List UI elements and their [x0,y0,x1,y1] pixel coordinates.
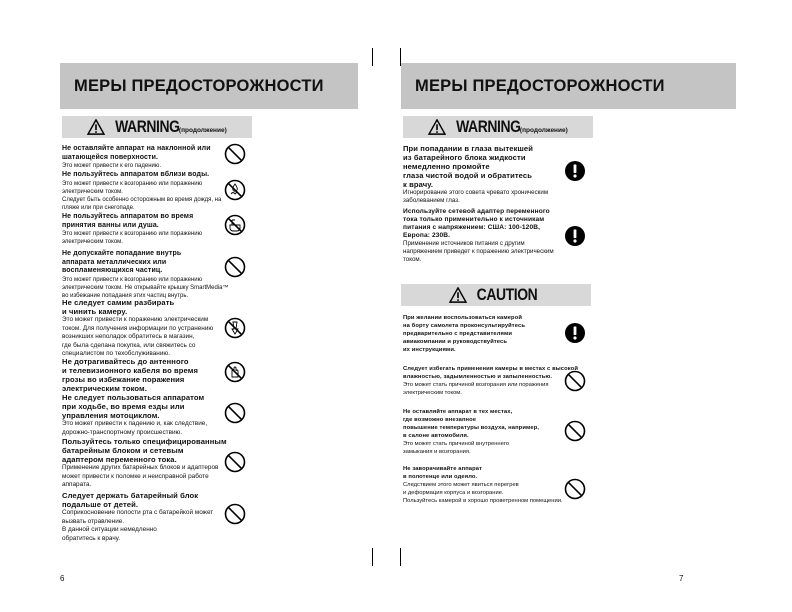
page-title: МЕРЫ ПРЕДОСТОРОЖНОСТИ [60,63,358,109]
no-disassembly-icon [224,317,246,339]
warning-banner [62,116,252,138]
prohibited-icon [224,256,246,278]
warning-banner [403,116,593,138]
crop-mark [372,48,373,66]
list-item [62,213,227,246]
no-touch-icon [224,361,246,383]
item-heading: Используйте сетевой адаптер переменного тока только применительно к источникам питания с напряжением: США: 100-120В, Европа: 230В. [403,208,550,239]
item-heading: Не следует самим разбирать и чинить камеру. [62,298,175,316]
list-item [403,408,578,456]
item-heading: Следует держать батарейный блок подальше от детей. [62,491,199,509]
prohibited-icon [224,402,246,424]
item-heading: Пользуйтесь только специфицированным батарейным блоком и сетевым адаптером переменного тока. [62,437,227,464]
list-item [62,393,237,437]
warning-triangle-icon [87,119,105,135]
item-heading: Не оставляйте аппарат на наклонной или шатающейся поверхности. [62,145,211,161]
caution-banner [401,284,591,306]
list-item [403,208,578,264]
item-body: Применение других батарейных блоков и адаптеров может привести к поломке и неисправной работе аппарата. [62,464,219,488]
prohibited-icon [224,143,246,165]
item-body: Это может стать причиной возгорания или поражения электрическим током. [403,382,549,396]
item-heading: Не следует пользоваться аппаратом при ходьбе, во время езды или управления мотоциклом. [62,393,205,420]
item-heading: Следует избегать применения камеры в местах с высокой влажностью, задымленностью и запыленностью. [403,366,578,380]
crop-mark [400,48,401,66]
list-item [403,144,573,205]
list-item [62,357,237,393]
crop-mark [400,548,401,566]
prohibited-icon [224,503,246,525]
list-item [403,314,573,354]
item-body: Это может стать причиной внутреннего замыкания и возгорания. [403,441,510,455]
mandatory-icon [564,160,586,182]
list-item [62,437,242,490]
item-heading: Не заворачивайте аппарат в полотенце или одеяло. [403,466,483,480]
item-heading: Не пользуйтесь аппаратом во время принятия ванны или душа. [62,213,194,229]
continued-label: (продолжение) [178,126,227,134]
page-number: 7 [679,574,684,583]
no-bath-icon [224,214,246,236]
list-item [62,491,237,543]
page-number: 6 [60,574,65,583]
item-heading: Не дотрагивайтесь до антенного и телевизионного кабеля во время грозы во избежание поражения электрическим током. [62,357,199,393]
item-heading: При попадании в глаза вытекшей из батарейного блока жидкости немедленно промойте глаза чистой водой и обратитесь к врачу. [403,144,534,189]
warning-label: WARNING [115,117,180,136]
prohibited-icon [564,478,586,500]
item-body: Игнорирование этого совета чревато хроническим заболеванием глаз. [403,189,549,204]
crop-mark [372,548,373,566]
item-heading: Не пользуйтесь аппаратом вблизи воды. [62,171,210,178]
item-heading: Не допускайте попадание внутрь аппарата металлических или воспламеняющихся частиц. [62,250,182,274]
list-item [62,145,227,170]
item-body: Это может привести к его падению. [62,163,162,169]
item-body: Это может привести к поражению электрическим током. Для получения информации по устранению возникших неполадок обратитесь в магазин, где была сделана покупка, или свяжитесь со специалистом по техобслуживанию. [62,316,214,357]
item-body: Это может привести к падению и, как следствие, дорожно-транспортному происшествию. [62,420,208,436]
list-item [62,171,237,212]
right-page [396,0,792,612]
caution-label: CAUTION [476,285,537,304]
item-body: Следствием этого может явиться перегрев и деформация корпуса и возгорание. Пользуйтесь камерой в хорошо проветренном помещении. [403,482,563,504]
mandatory-icon [564,322,586,344]
item-body: Соприкосновение полости рта с батарейкой может вызвать отравление. В данной ситуации немедленно обратитесь к врачу. [62,509,214,542]
no-water-icon [224,179,246,201]
item-body: Это может привести к возгоранию или поражению электрическим током. Следует быть особенно осторожным во время дождя, на пляже или при снегопаде. [62,180,222,211]
caution-triangle-icon [449,287,467,303]
list-item [62,298,237,359]
mandatory-icon [564,225,586,247]
item-heading: При желании воспользоваться камерой на борту самолета проконсультируйтесь предварительно с представителями авиакомпании и руководствуйтесь их инструкциями. [403,315,525,353]
warning-triangle-icon [428,119,446,135]
prohibited-icon [224,451,246,473]
list-item [62,250,237,300]
item-heading: Не оставляйте аппарат в тех местах, где возможно внезапное повышение температуры воздуха, например, в салоне автомобиля. [403,409,540,439]
prohibited-icon [564,420,586,442]
continued-label: (продолжение) [519,126,568,134]
item-body: Применение источников питания с другим напряжением приведет к поражению электрическим током. [403,240,554,263]
item-body: Это может привести к возгоранию или поражению электрическим током. Не открывайте крышку SmartMedia™ во избежание попадания этих частиц внутрь. [62,276,229,299]
item-body: Это может привести к возгоранию или поражению электрическим током. [62,231,203,245]
prohibited-icon [564,370,586,392]
warning-label: WARNING [456,117,521,136]
page-title: МЕРЫ ПРЕДОСТОРОЖНОСТИ [401,63,736,109]
